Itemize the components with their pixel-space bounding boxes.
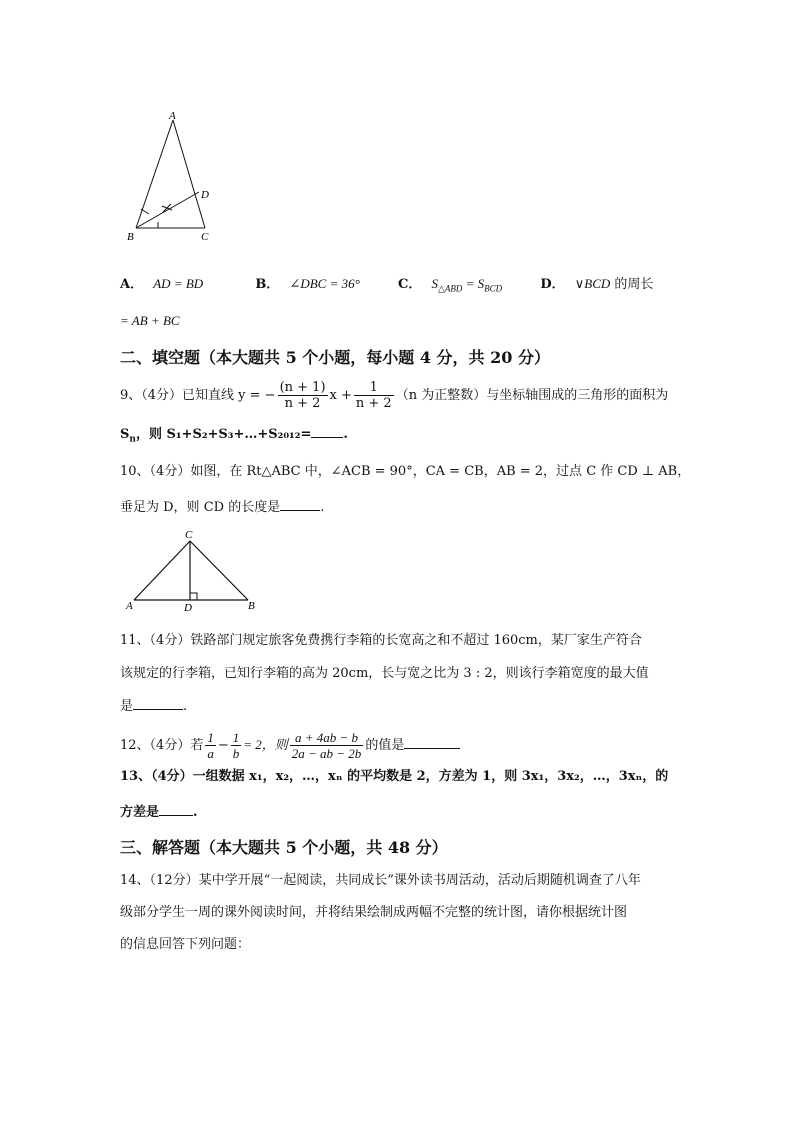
question-10-line-1: 10、（4分）如图，在 Rt△ABC 中，∠ACB = 90°，CA = CB，AB = 2，过点 C 作 CD ⊥ AB， <box>120 464 691 479</box>
question-14-line-3: 的信息回答下列问题： <box>120 937 251 952</box>
question-9-line-1: 9、（4分）已知直线 y = − $\frac{(n + 1)}{n + 2}$ x + $\frac{1}{n + 2}$ （n 为正整数）与坐标轴围成的三角形的面积为 <box>120 380 669 411</box>
question-13-line-2: 方差是 . <box>120 805 198 820</box>
option-b-math: ∠DBC = 36° <box>289 276 360 291</box>
fraction-expression: $\frac{a + 4ab - b}{2a - ab - 2b}$ <box>291 730 362 761</box>
label-d: D <box>184 602 192 614</box>
option-d-continued: = AB + BC <box>120 313 180 328</box>
fraction-1: $\frac{(n + 1)}{n + 2}$ <box>279 380 326 411</box>
label-a: A <box>126 600 133 612</box>
label-c: C <box>185 529 193 541</box>
label-b: B <box>248 600 255 612</box>
answer-options <box>120 275 653 298</box>
arc-mark-1 <box>141 209 149 214</box>
side-ac <box>173 120 205 228</box>
label-b: B <box>127 231 134 243</box>
option-b-label: B． <box>255 277 280 292</box>
option-d-math: ∨BCD <box>574 276 611 291</box>
question-9-line-2: $S_n$，则 S₁+S₂+S₃+…+S₂₀₁₂= . <box>120 427 348 445</box>
question-14-line-1: 14、（12分）某中学开展“一起阅读，共同成长”课外读书周活动，活动后期随机调查了八年 <box>120 873 641 888</box>
section-2-heading: 二、填空题（本大题共 5 个小题，每小题 4 分，共 20 分） <box>120 348 550 367</box>
question-10-line-2: 垂足为 D，则 CD 的长度是 . <box>120 500 325 515</box>
option-d-label: D． <box>540 277 565 292</box>
question-12: 12、（4分）若 $\frac{1}{a}$ − $\frac{1}{b}$ = 2，则 $\frac{a + 4ab - b}{2a - ab - 2b}$ 的值是 <box>120 730 460 761</box>
option-d-text: 的周长 <box>610 277 654 292</box>
label-d: D <box>201 189 209 201</box>
triangle-figure-2 <box>122 527 262 615</box>
side-ab <box>136 120 173 228</box>
answer-blank-10 <box>280 498 320 511</box>
question-11-line-3: 是 . <box>120 699 188 714</box>
answer-blank-11 <box>133 697 183 710</box>
answer-blank-13 <box>159 803 193 816</box>
side-ca <box>134 541 190 600</box>
section-3-heading: 三、解答题（本大题共 5 个小题，共 48 分） <box>120 838 448 857</box>
triangle-figure-1 <box>125 110 225 245</box>
answer-blank-9 <box>311 425 343 438</box>
question-11-line-2: 该规定的行李箱，已知行李箱的高为 20cm，长与宽之比为 3 : 2，则该行李箱宽度的最大值 <box>120 666 649 681</box>
right-angle-mark <box>190 593 197 600</box>
answer-blank-12 <box>404 736 460 749</box>
fraction-1-over-a: $\frac{1}{a}$ <box>207 730 214 761</box>
fraction-2: $\frac{1}{n + 2}$ <box>355 380 392 411</box>
option-a-label: A． <box>120 277 144 292</box>
question-14-line-2: 级部分学生一周的课外阅读时间，并将结果绘制成两幅不完整的统计图，请你根据统计图 <box>120 905 628 920</box>
question-11-line-1: 11、（4分）铁路部门规定旅客免费携行李箱的长宽高之和不超过 160cm，某厂家生产符合 <box>120 633 642 648</box>
option-a-math: AD = BD <box>153 276 204 291</box>
fraction-1-over-b: $\frac{1}{b}$ <box>232 730 240 761</box>
question-13-line-1: 13、（4分）一组数据 x₁，x₂，…，xₙ 的平均数是 2，方差为 1，则 3x₁，3x₂，…，3xₙ，的 <box>120 769 669 784</box>
side-cb <box>190 541 248 600</box>
option-c-math: $S_{\triangle ABD} = S_{BCD}$ <box>431 276 503 294</box>
option-c-label: C． <box>397 277 422 292</box>
label-c: C <box>201 231 209 243</box>
segment-bd <box>136 192 199 228</box>
label-a: A <box>169 110 176 122</box>
